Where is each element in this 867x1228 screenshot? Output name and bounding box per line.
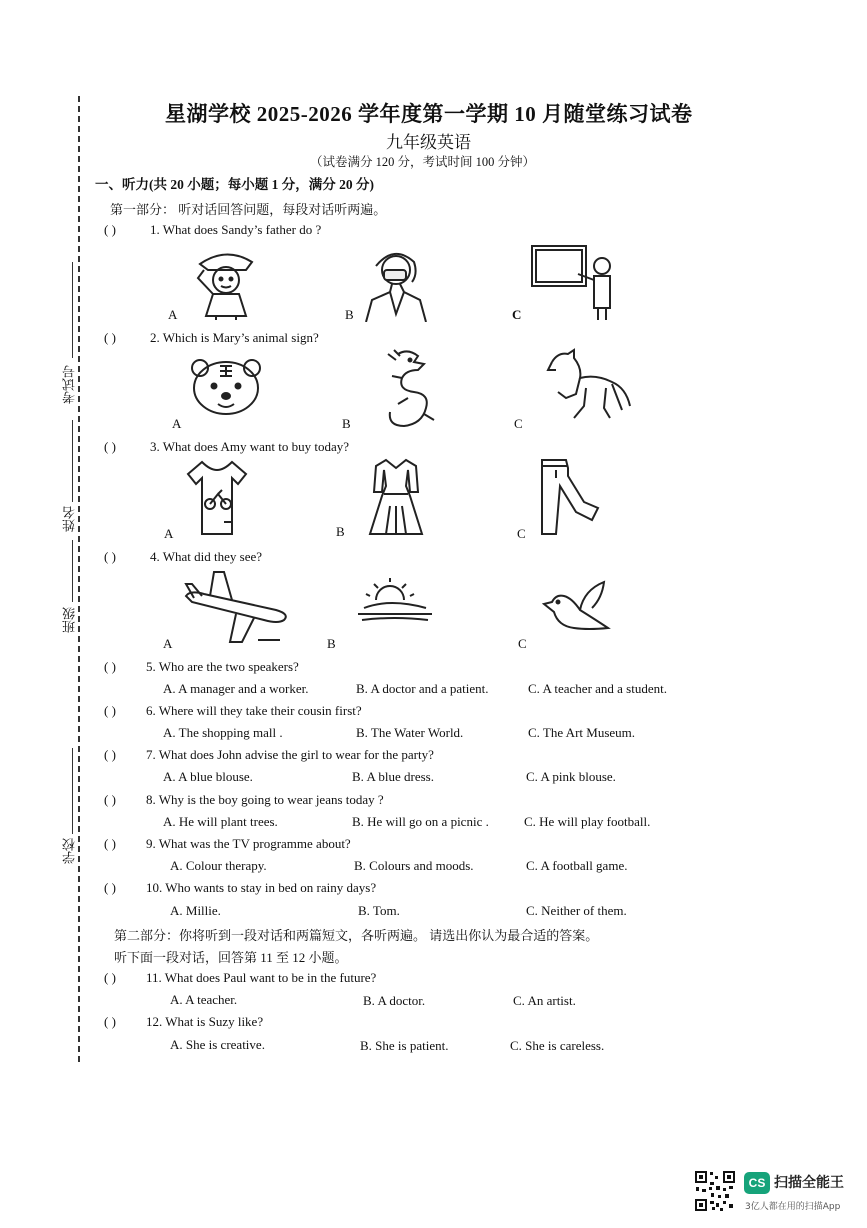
dragon-icon bbox=[378, 348, 442, 430]
option-a-label: A bbox=[163, 636, 173, 651]
option-a: A. Millie. bbox=[170, 903, 221, 918]
option-a-label: A bbox=[172, 416, 182, 431]
scanner-tagline: 3亿人都在用的扫描App bbox=[745, 1202, 841, 1212]
plane-icon bbox=[180, 566, 292, 646]
option-b: B. A blue dress. bbox=[352, 769, 434, 784]
question-5: 5. Who are the two speakers? bbox=[146, 659, 299, 674]
option-c: C. The Art Museum. bbox=[528, 725, 636, 740]
answer-bracket[interactable]: ( ) bbox=[104, 792, 116, 807]
cs-logo: CS bbox=[744, 1172, 770, 1194]
exam-no-label: 考试号 bbox=[62, 365, 77, 404]
exam-no-line bbox=[72, 262, 73, 358]
option-c-label: C bbox=[517, 526, 526, 541]
answer-bracket[interactable]: ( ) bbox=[104, 880, 116, 895]
school-line bbox=[72, 748, 73, 834]
sunrise-icon bbox=[354, 578, 436, 622]
option-a: A. A teacher. bbox=[170, 992, 238, 1007]
option-b: B. A doctor and a patient. bbox=[356, 681, 489, 696]
bird-icon bbox=[540, 580, 614, 636]
option-a: A. A manager and a worker. bbox=[163, 681, 309, 696]
answer-bracket[interactable]: ( ) bbox=[104, 439, 116, 454]
option-b: B. She is patient. bbox=[360, 1038, 449, 1053]
question-9: 9. What was the TV programme about? bbox=[146, 836, 351, 851]
answer-bracket[interactable]: ( ) bbox=[104, 970, 116, 985]
teacher-icon bbox=[528, 244, 620, 322]
option-b-label: B bbox=[327, 636, 336, 651]
part2-intro: 听下面一段对话，回答第 11 至 12 小题。 bbox=[114, 950, 348, 965]
question-10: 10. Who wants to stay in bed on rainy days? bbox=[146, 880, 377, 895]
part2-instruction: 第二部分：你将听到一段对话和两篇短文，各听两遍。 请选出你认为最合适的答案。 bbox=[114, 928, 599, 943]
trousers-icon bbox=[532, 456, 604, 538]
question-6: 6. Where will they take their cousin first? bbox=[146, 703, 362, 718]
answer-bracket[interactable]: ( ) bbox=[104, 703, 116, 718]
option-b: B. Tom. bbox=[358, 903, 400, 918]
option-c: C. A pink blouse. bbox=[526, 769, 616, 784]
option-c-label: C bbox=[512, 307, 522, 322]
option-a: A. The shopping mall . bbox=[163, 725, 283, 740]
answer-bracket[interactable]: ( ) bbox=[104, 836, 116, 851]
option-a: A. He will plant trees. bbox=[163, 814, 278, 829]
binding-dashed-line bbox=[78, 96, 80, 1062]
question-11: 11. What does Paul want to be in the future? bbox=[146, 970, 377, 985]
part1-instruction: 第一部分： 听对话回答问题，每段对话听两遍。 bbox=[110, 202, 387, 217]
option-b: B. Colours and moods. bbox=[354, 858, 474, 873]
question-4: 4. What did they see? bbox=[150, 549, 263, 564]
t-shirt-icon bbox=[184, 458, 250, 536]
option-c-label: C bbox=[518, 636, 527, 651]
option-c-label: C bbox=[514, 416, 523, 431]
option-b-label: B bbox=[342, 416, 351, 431]
question-12: 12. What is Suzy like? bbox=[146, 1014, 264, 1029]
option-c: C. She is careless. bbox=[510, 1038, 605, 1053]
option-a-label: A bbox=[164, 526, 174, 541]
question-2: 2. Which is Mary’s animal sign? bbox=[150, 330, 319, 345]
option-b: B. A doctor. bbox=[363, 993, 426, 1008]
qr-code-icon bbox=[694, 1170, 736, 1212]
option-c: C. A football game. bbox=[526, 858, 628, 873]
question-8: 8. Why is the boy going to wear jeans today ? bbox=[146, 792, 384, 807]
option-b: B. He will go on a picnic . bbox=[352, 814, 489, 829]
answer-bracket[interactable]: ( ) bbox=[104, 222, 116, 237]
class-label: 班级 bbox=[62, 607, 77, 633]
name-line bbox=[72, 420, 73, 502]
answer-bracket[interactable]: ( ) bbox=[104, 549, 116, 564]
exam-title: 星湖学校 2025-2026 学年度第一学期 10 月随堂练习试卷 bbox=[165, 102, 693, 126]
answer-bracket[interactable]: ( ) bbox=[104, 330, 116, 345]
scanner-app-name: 扫描全能王 bbox=[774, 1175, 844, 1191]
dress-icon bbox=[366, 456, 426, 538]
class-line bbox=[72, 540, 73, 602]
name-label: 姓名 bbox=[62, 506, 77, 532]
answer-bracket[interactable]: ( ) bbox=[104, 747, 116, 762]
horse-icon bbox=[546, 348, 634, 420]
option-b-label: B bbox=[345, 307, 354, 322]
option-c: C. Neither of them. bbox=[526, 903, 627, 918]
section-heading: 一、听力(共 20 小题；每小题 1 分，满分 20 分) bbox=[95, 177, 374, 192]
option-b-label: B bbox=[336, 524, 345, 539]
option-c: C. An artist. bbox=[513, 993, 576, 1008]
option-b: B. The Water World. bbox=[356, 725, 464, 740]
doctor-icon bbox=[362, 244, 430, 322]
tiger-icon bbox=[186, 356, 266, 416]
question-1: 1. What does Sandy’s father do ? bbox=[150, 222, 322, 237]
police-officer-icon bbox=[186, 244, 266, 320]
option-c: C. A teacher and a student. bbox=[528, 681, 667, 696]
option-a-label: A bbox=[168, 307, 178, 322]
option-a: A. A blue blouse. bbox=[163, 769, 253, 784]
option-a: A. She is creative. bbox=[170, 1037, 265, 1052]
answer-bracket[interactable]: ( ) bbox=[104, 659, 116, 674]
answer-bracket[interactable]: ( ) bbox=[104, 1014, 116, 1029]
option-c: C. He will play football. bbox=[524, 814, 651, 829]
question-7: 7. What does John advise the girl to wear for the party? bbox=[146, 747, 434, 762]
school-label: 学校 bbox=[62, 838, 77, 864]
exam-subtitle: 九年级英语 bbox=[386, 133, 471, 152]
question-3: 3. What does Amy want to buy today? bbox=[150, 439, 350, 454]
exam-note: （试卷满分 120 分，考试时间 100 分钟） bbox=[310, 155, 536, 169]
option-a: A. Colour therapy. bbox=[170, 858, 267, 873]
